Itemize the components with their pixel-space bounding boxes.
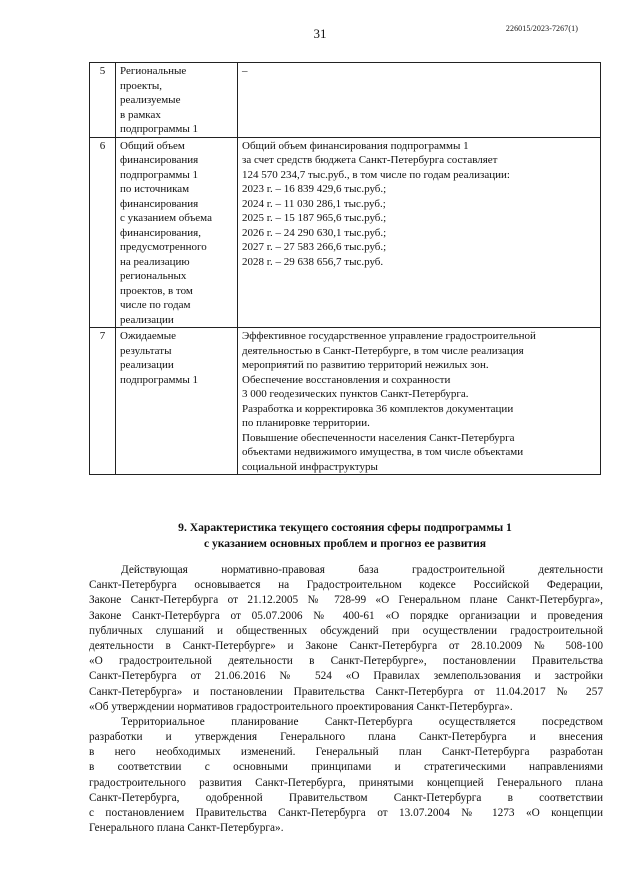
- section-title: [89, 520, 601, 552]
- body-line: в него необходимых изменений. Генеральный план Санкт-Петербурга разработан: [89, 746, 603, 759]
- row-label-line: в рамках: [120, 108, 161, 121]
- body-line: «Об утверждении нормативов градостроительного проектирования Санкт-Петербурга».: [89, 700, 513, 713]
- body-line: Санкт-Петербурга от 21.06.2016 № 524 «О Правилах землепользования и застройки: [89, 670, 603, 683]
- row-number: 5: [90, 63, 116, 138]
- body-paragraph: [89, 715, 603, 837]
- section-title-line: 9. Характеристика текущего состояния сферы подпрограммы 1: [178, 521, 512, 534]
- document-code: 226015/2023-7267(1): [505, 24, 578, 33]
- row-value-line: Общий объем финансирования подпрограммы 1: [242, 139, 469, 152]
- row-value-line: 2026 г. – 24 290 630,1 тыс.руб.;: [242, 226, 387, 239]
- body-line: публичных слушаний и общественных обсуждений при осуществлении градостроительной: [89, 624, 603, 637]
- body-line: Санкт-Петербурга, одобренной Правительством Санкт-Петербурга в соответствии: [89, 791, 603, 804]
- passport-table: [89, 62, 601, 475]
- body-line: с постановлением Правительства Санкт-Петербурга от 13.07.2004 № 1273 «О концепции: [89, 807, 603, 819]
- row-value-line: 2024 г. – 11 030 286,1 тыс.руб.;: [242, 197, 386, 210]
- row-label: [116, 63, 238, 138]
- row-label-line: с указанием объема: [120, 212, 212, 224]
- row-value: [238, 63, 601, 138]
- row-label-line: финансирования,: [120, 226, 201, 239]
- body-line: «О градостроительной деятельности в Санкт-Петербурге», постановлении Правительства: [89, 655, 603, 668]
- row-label-line: предусмотренного: [120, 241, 207, 253]
- body-paragraph: [89, 563, 603, 715]
- table-row: [90, 328, 601, 475]
- row-value-line: Обеспечение восстановления и сохранности: [242, 373, 451, 386]
- row-number: 6: [90, 137, 116, 328]
- row-label: [116, 137, 238, 328]
- body-line: Законе Санкт-Петербурга от 21.12.2005 № 728-99 «О Генеральном плане Санкт-Петербурга»,: [89, 594, 603, 607]
- row-label-line: Региональные: [120, 65, 187, 77]
- row-label-line: финансирования: [120, 197, 199, 210]
- row-label-line: подпрограммы 1: [120, 168, 199, 181]
- row-label-line: по источникам: [120, 183, 190, 195]
- table-row: [90, 63, 601, 138]
- row-value-line: –: [242, 65, 248, 77]
- body-line: Санкт-Петербурга» и постановлении Правительства Санкт-Петербурга от 11.04.2017 № 257: [89, 685, 603, 698]
- row-label-line: финансирования: [120, 154, 199, 166]
- body-line: Законе Санкт-Петербурга от 05.07.2006 № 400-61 «О порядке организации и проведения: [89, 609, 603, 622]
- body-line: Генерального плана Санкт-Петербурга».: [89, 822, 284, 835]
- body-line: деятельности в Санкт-Петербурге» и Законе Санкт-Петербурга от 28.10.2009 № 508-100: [89, 639, 603, 652]
- row-label-line: Общий объем: [120, 139, 185, 152]
- row-value-line: 3 000 геодезических пунктов Санкт-Петербурга.: [242, 388, 469, 400]
- row-value-line: деятельностью в Санкт-Петербурге, в том числе реализация: [242, 344, 524, 357]
- row-value-line: Эффективное государственное управление градостроительной: [242, 330, 536, 342]
- body-line: Санкт-Петербурга основывается на Градостроительном кодексе Российской Федерации,: [89, 579, 603, 592]
- row-value-line: 2025 г. – 15 187 965,6 тыс.руб.;: [242, 212, 387, 224]
- body-line: разработки и утверждения Генерального плана Санкт-Петербурга и внесения: [89, 731, 603, 744]
- row-value-line: мероприятий по развитию территорий нежилых зон.: [242, 359, 489, 371]
- row-value-line: социальной инфраструктуры: [242, 460, 378, 473]
- row-value-line: 124 570 234,7 тыс.руб., в том числе по годам реализации:: [242, 168, 510, 181]
- row-value-line: 2027 г. – 27 583 266,6 тыс.руб.;: [242, 241, 387, 253]
- body-line: Территориальное планирование Санкт-Петербурга осуществляется посредством: [121, 715, 603, 728]
- row-number: 7: [90, 328, 116, 475]
- row-value: [238, 328, 601, 475]
- passport-table-body: [90, 63, 601, 475]
- row-value-line: за счет средств бюджета Санкт-Петербурга составляет: [242, 154, 498, 166]
- row-value-line: объектами недвижимого имущества, в том числе объектами: [242, 446, 524, 458]
- row-label-line: числе по годам: [120, 299, 191, 311]
- page-number: 31: [313, 26, 327, 41]
- section-body: [89, 563, 603, 836]
- row-label-line: подпрограммы 1: [120, 123, 199, 135]
- body-line: Действующая нормативно-правовая база градостроительной деятельности: [121, 564, 603, 576]
- row-value-line: по планировке территории.: [242, 417, 370, 429]
- row-value: [238, 137, 601, 328]
- row-label-line: на реализацию: [120, 255, 190, 268]
- row-value-line: 2028 г. – 29 638 656,7 тыс.руб.: [242, 255, 384, 268]
- row-value-line: 2023 г. – 16 839 429,6 тыс.руб.;: [242, 183, 387, 195]
- row-label-line: Ожидаемые: [120, 330, 177, 342]
- row-label-line: подпрограммы 1: [120, 373, 199, 386]
- row-label-line: реализуемые: [120, 94, 181, 106]
- row-label-line: проектов, в том: [120, 284, 193, 297]
- row-value-line: Повышение обеспеченности населения Санкт-Петербурга: [242, 431, 515, 444]
- section-title-line: с указанием основных проблем и прогноз ее развития: [203, 537, 487, 550]
- row-label: [116, 328, 238, 475]
- row-label-line: результаты: [120, 344, 172, 357]
- row-label-line: проекты,: [120, 79, 163, 92]
- row-label-line: региональных: [120, 270, 187, 282]
- row-label-line: реализации: [120, 359, 174, 371]
- body-line: в соответствии с основными принципами и стратегическими направлениями: [89, 761, 603, 774]
- row-label-line: реализации: [120, 313, 174, 326]
- body-line: градостроительного развития Санкт-Петербурга, принятыми концепцией Генерального плана: [89, 776, 603, 789]
- row-value-line: Разработка и корректировка 36 комплектов документации: [242, 402, 514, 415]
- table-row: [90, 137, 601, 328]
